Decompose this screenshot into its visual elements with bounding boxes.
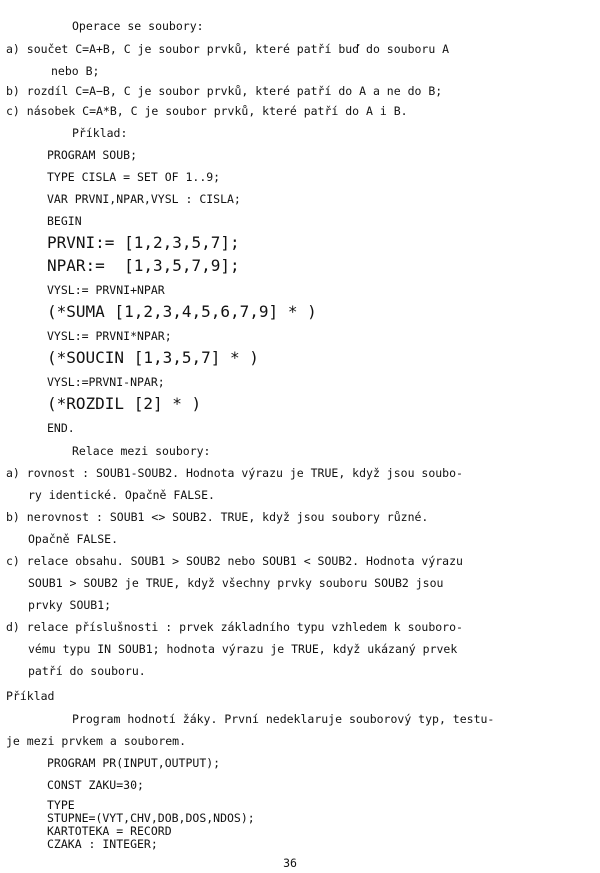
code-comment: (*ROZDIL [2] * )	[47, 394, 202, 413]
example-heading: Příklad:	[72, 126, 128, 140]
text-line: ry identické. Opačně FALSE.	[28, 488, 215, 502]
code-line: TYPE	[47, 798, 75, 812]
code-line: NPAR:= [1,3,5,7,9];	[47, 256, 240, 275]
code-line: PROGRAM PR(INPUT,OUTPUT);	[47, 756, 221, 770]
text-line: Opačně FALSE.	[28, 532, 119, 546]
text-line: prvky SOUB1;	[28, 598, 112, 612]
text-line: c) relace obsahu. SOUB1 > SOUB2 nebo SOUB1 < SOUB2. Hodnota výrazu	[6, 554, 463, 568]
code-comment: (*SOUCIN [1,3,5,7] * )	[47, 348, 259, 367]
text-line: c) násobek C=A*B, C je soubor prvků, které patří do A i B.	[6, 104, 408, 118]
text-line: a) rovnost : SOUB1-SOUB2. Hodnota výrazu je TRUE, když jsou soubo-	[6, 466, 463, 480]
page-number: 36	[283, 856, 297, 870]
text-line: SOUB1 > SOUB2 je TRUE, když všechny prvky souboru SOUB2 jsou	[28, 576, 444, 590]
code-line: END.	[47, 421, 75, 435]
code-line: PROGRAM SOUB;	[47, 148, 138, 162]
text-line: a) součet C=A+B, C je soubor prvků, které patří buď do souboru A	[6, 42, 450, 56]
code-line: CZAKA : INTEGER;	[47, 837, 158, 851]
code-line: VAR PRVNI,NPAR,VYSL : CISLA;	[47, 192, 241, 206]
text-line: Program hodnotí žáky. První nedeklaruje souborový typ, testu-	[72, 712, 495, 726]
text-line: b) rozdíl C=A−B, C je soubor prvků, které patří do A a ne do B;	[6, 84, 443, 98]
text-line: b) nerovnost : SOUB1 <> SOUB2. TRUE, když jsou soubory různé.	[6, 510, 429, 524]
example-heading: Příklad	[6, 689, 55, 703]
text-line: d) relace příslušnosti : prvek základního typu vzhledem k souboro-	[6, 620, 463, 634]
code-line: PRVNI:= [1,2,3,5,7];	[47, 233, 240, 252]
code-line: VYSL:= PRVNI*NPAR;	[47, 329, 172, 343]
text-line: nebo B;	[51, 64, 100, 78]
code-line: VYSL:= PRVNI+NPAR	[47, 283, 165, 297]
code-line: STUPNE=(VYT,CHV,DOB,DOS,NDOS);	[47, 811, 255, 825]
code-comment: (*SUMA [1,2,3,4,5,6,7,9] * )	[47, 302, 317, 321]
text-line: je mezi prvkem a souborem.	[6, 734, 187, 748]
text-line: patří do souboru.	[28, 664, 146, 678]
code-line: TYPE CISLA = SET OF 1..9;	[47, 170, 221, 184]
section-heading-relations: Relace mezi soubory:	[72, 444, 211, 458]
code-line: BEGIN	[47, 214, 82, 228]
code-line: VYSL:=PRVNI-NPAR;	[47, 375, 165, 389]
section-heading-operations: Operace se soubory:	[72, 19, 204, 33]
text-line: vému typu IN SOUB1; hodnota výrazu je TRUE, když ukázaný prvek	[28, 642, 458, 656]
code-line: KARTOTEKA = RECORD	[47, 824, 172, 838]
code-line: CONST ZAKU=30;	[47, 778, 144, 792]
